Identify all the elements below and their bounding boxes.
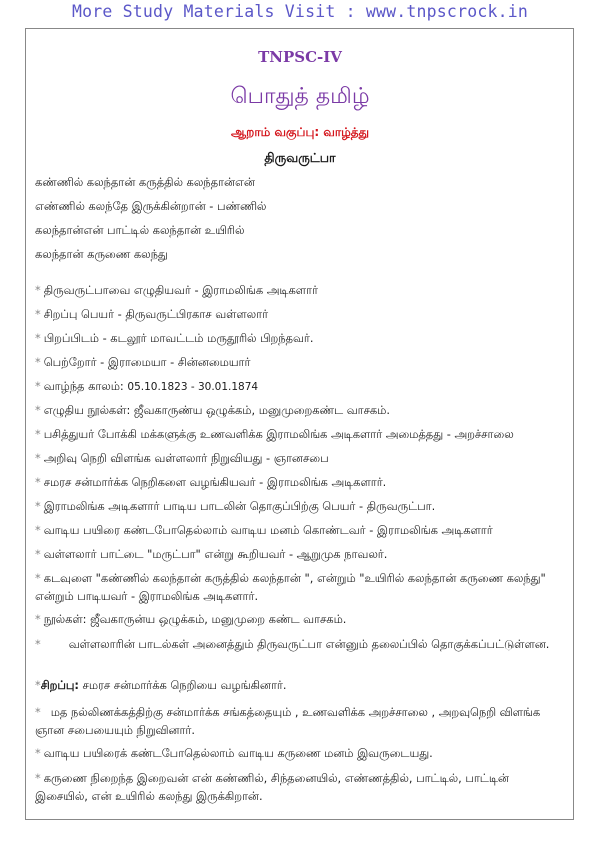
fact-item: * நூல்கள்: ஜீவகாருன்ய ஒழுக்கம், மனுமுறை கண்ட வாசகம். xyxy=(35,612,347,626)
fact-paragraph: * மத நல்லிணக்கத்திற்கு சன்மார்க்க சங்கத்தையும் , உணவளிக்க அறச்சாலை , அறவுநெறி விளங்க ஞான சபையையும் நிறுவினார். xyxy=(35,705,541,737)
fact-item: * பெற்றோர் - இராமையா - சின்னமையார் xyxy=(35,355,251,369)
bullet: * xyxy=(35,771,41,785)
bullet: * xyxy=(35,523,41,537)
bullet: * xyxy=(35,283,41,297)
bullet: * xyxy=(35,547,41,561)
bullet: * xyxy=(35,475,41,489)
bullet: * xyxy=(35,331,41,345)
bullet: * xyxy=(35,499,41,513)
fact-paragraph: * வள்ளலாரின் பாடல்கள் அனைத்தும் திருவருட்பா என்னும் தலைப்பில் தொகுக்கப்பட்டுள்ளன. xyxy=(35,637,550,651)
fact-item: * திருவருட்பாவை எழுதியவர் - இராமலிங்க அடிகளார் xyxy=(35,283,318,297)
bullet: * xyxy=(35,427,41,441)
lesson-heading: ஆறாம் வகுப்பு: வாழ்த்து xyxy=(231,125,369,139)
fact-item: * பசித்துயர் போக்கி மக்களுக்கு உணவளிக்க இராமலிங்க அடிகளார் அமைத்தது - அறச்சாலை xyxy=(35,427,514,441)
bullet: * xyxy=(35,571,41,585)
poem-line: கலந்தான் கருணை கலந்து xyxy=(35,247,168,261)
bullet: * xyxy=(35,637,41,651)
fact-item: * சிறப்பு பெயர் - திருவருட்பிரகாச வள்ளலார் xyxy=(35,307,269,321)
poem-line: கலந்தான்என் பாட்டில் கலந்தான் உயிரில் xyxy=(35,223,245,237)
fact-item: * சமரச சன்மார்க்க நெறிகளை வழங்கியவர் - இராமலிங்க அடிகளார். xyxy=(35,475,387,489)
bullet: * xyxy=(35,307,41,321)
bullet: * xyxy=(35,705,41,719)
site-banner: More Study Materials Visit : www.tnpscrock.in xyxy=(71,2,529,21)
bullet: * xyxy=(35,403,41,417)
bullet: * xyxy=(35,746,41,760)
fact-item: * இராமலிங்க அடிகளார் பாடிய பாடலின் தொகுப்பிற்கு பெயர் - திருவருட்பா. xyxy=(35,499,436,513)
bullet: * xyxy=(35,612,41,626)
fact-item: * வாழ்ந்த காலம்: 05.10.1823 - 30.01.1874 xyxy=(35,379,259,393)
fact-item: * அறிவு நெறி விளங்க வள்ளலார் நிறுவியது - ஞானசபை xyxy=(35,451,329,465)
bullet: * xyxy=(35,355,41,369)
exam-title: TNPSC-IV xyxy=(258,48,342,66)
bullet: * xyxy=(35,379,41,393)
fact-item: *சிறப்பு: சமரச சன்மார்க்க நெறியை வழங்கினார். xyxy=(35,678,287,692)
poem-line: கண்ணில் கலந்தான் கருத்தில் கலந்தான்என் xyxy=(35,175,255,189)
bullet: * xyxy=(35,678,41,692)
fact-item: * எழுதிய நூல்கள்: ஜீவகாருண்ய ஒழுக்கம், மனுமுறைகண்ட வாசகம். xyxy=(35,403,390,417)
page-frame xyxy=(25,28,574,820)
poem-line: எண்ணில் கலந்தே இருக்கின்றான் - பண்ணில் xyxy=(35,199,267,213)
poem-title: திருவருட்பா xyxy=(264,150,336,165)
fact-item: * வாடிய பயிரைக் கண்டபோதெல்லாம் வாடிய கருணை மனம் இவருடையது. xyxy=(35,746,433,760)
subject-title: பொதுத் தமிழ் xyxy=(230,84,370,109)
fact-item: * பிறப்பிடம் - கடலூர் மாவட்டம் மருதூரில் பிறந்தவர். xyxy=(35,331,314,345)
bullet: * xyxy=(35,451,41,465)
fact-item: * வள்ளலார் பாட்டை "மருட்பா" என்று கூறியவர் - ஆறுமுக நாவலர். xyxy=(35,547,388,561)
fact-paragraph: * கடவுளை "கண்ணில் கலந்தான் கருத்தில் கலந்தான் ", என்றும் "உயிரில் கலந்தான் கருணை கலந்து" என்றும் பாடியவர் - இராமலிங்க அடிகளார். xyxy=(35,571,546,603)
fact-paragraph: * கருணை நிறைந்த இறைவன் என் கண்ணில், சிந்தனையில், எண்ணத்தில், பாட்டில், பாட்டின் இசையில், என் உயிரில் கலந்து இருக்கிறான். xyxy=(35,771,509,803)
fact-item: * வாடிய பயிரை கண்டபோதெல்லாம் வாடிய மனம் கொண்டவர் - இராமலிங்க அடிகளார் xyxy=(35,523,493,537)
